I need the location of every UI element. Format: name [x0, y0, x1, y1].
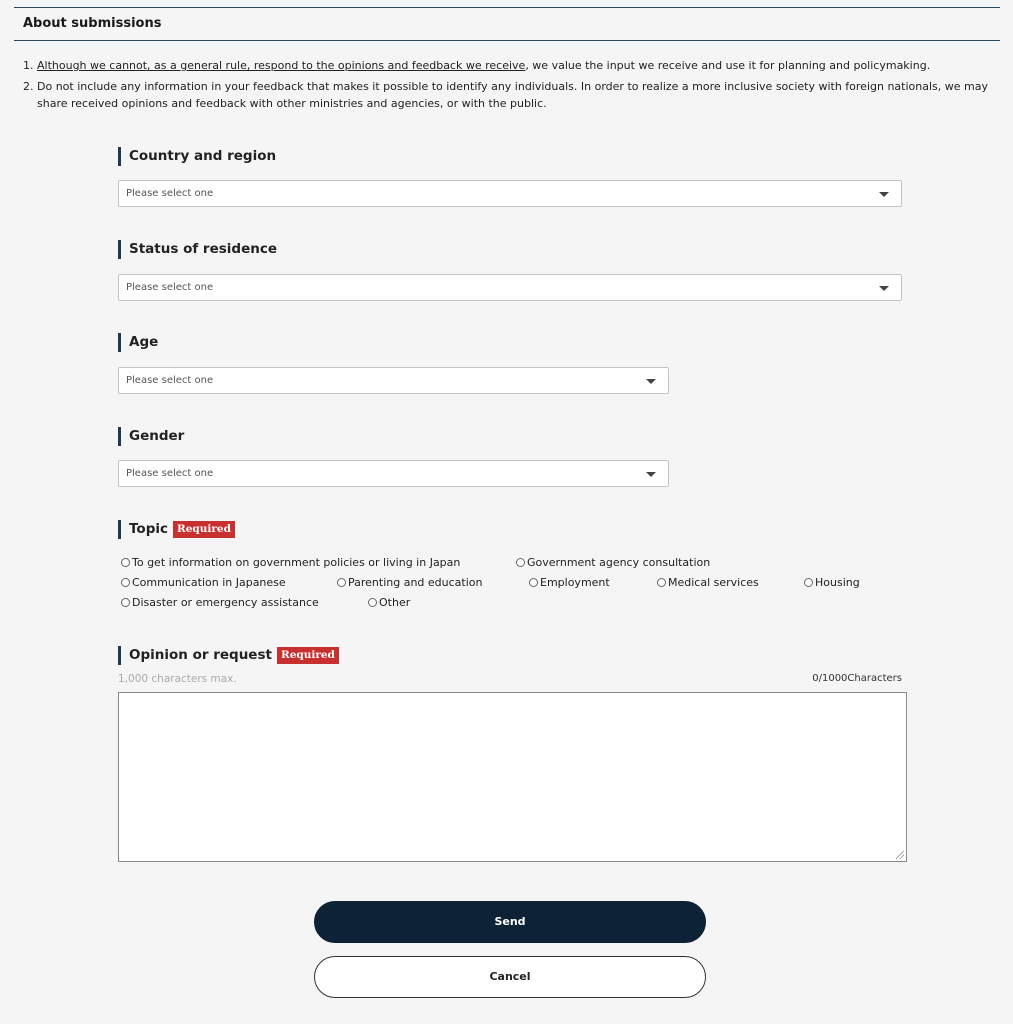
- chevron-down-icon: [879, 286, 889, 291]
- country-select[interactable]: [118, 180, 902, 207]
- gender-label: Gender: [118, 427, 184, 446]
- submission-notes: [23, 57, 991, 116]
- note-text: Do not include any information in your feedback that makes it possible to identify any individuals. In order to realize a more inclusive society with foreign nationals, we may share received opinions and feedback with other ministries and agencies, or with the public.: [37, 80, 988, 110]
- note-number: 2.: [23, 80, 34, 93]
- status-select[interactable]: [118, 274, 902, 301]
- radio-button[interactable]: [516, 558, 525, 567]
- status-select-value: Please select one: [126, 282, 214, 293]
- age-select[interactable]: [118, 367, 669, 394]
- radio-button[interactable]: [337, 578, 346, 587]
- age-select-value: Please select one: [126, 375, 214, 386]
- country-label: Country and region: [118, 147, 276, 166]
- topic-option[interactable]: Medical services: [657, 576, 759, 589]
- radio-button[interactable]: [368, 598, 377, 607]
- topic-label: [118, 520, 235, 539]
- topic-option[interactable]: Housing: [804, 576, 860, 589]
- topic-option[interactable]: To get information on government policies or living in Japan: [121, 556, 460, 569]
- chevron-down-icon: [879, 192, 889, 197]
- topic-option[interactable]: Government agency consultation: [516, 556, 710, 569]
- chevron-down-icon: [646, 379, 656, 384]
- note-number: 1.: [23, 59, 34, 72]
- about-submissions-header: [14, 7, 1000, 41]
- send-button[interactable]: Send: [314, 901, 706, 943]
- opinion-textarea[interactable]: [118, 692, 907, 862]
- radio-button[interactable]: [529, 578, 538, 587]
- radio-button[interactable]: [121, 558, 130, 567]
- opinion-label: [118, 646, 339, 665]
- note-underlined-text: Although we cannot, as a general rule, respond to the opinions and feedback we receive: [37, 59, 526, 72]
- required-badge: Required: [277, 647, 339, 664]
- note-text: , we value the input we receive and use it for planning and policymaking.: [525, 59, 931, 72]
- gender-select[interactable]: [118, 460, 669, 487]
- radio-button[interactable]: [121, 598, 130, 607]
- chevron-down-icon: [646, 472, 656, 477]
- required-badge: Required: [173, 521, 235, 538]
- radio-button[interactable]: [657, 578, 666, 587]
- note-item: [23, 57, 991, 74]
- radio-button[interactable]: [804, 578, 813, 587]
- topic-option[interactable]: Disaster or emergency assistance: [121, 596, 319, 609]
- radio-button[interactable]: [121, 578, 130, 587]
- topic-option[interactable]: Communication in Japanese: [121, 576, 286, 589]
- topic-option[interactable]: Parenting and education: [337, 576, 483, 589]
- gender-select-value: Please select one: [126, 468, 214, 479]
- topic-label-text: Topic: [129, 521, 168, 537]
- topic-option[interactable]: Employment: [529, 576, 610, 589]
- resize-grip-icon[interactable]: [896, 851, 904, 859]
- age-label: Age: [118, 333, 158, 352]
- status-label: Status of residence: [118, 240, 277, 259]
- opinion-label-text: Opinion or request: [129, 647, 272, 663]
- topic-radio-group: [0, 556, 1013, 616]
- character-limit-hint: 1,000 characters max.: [118, 673, 237, 685]
- cancel-button[interactable]: Cancel: [314, 956, 706, 998]
- country-select-value: Please select one: [126, 188, 214, 199]
- about-submissions-title: About submissions: [23, 16, 162, 31]
- character-counter: 0/1000Characters: [812, 673, 902, 684]
- topic-option[interactable]: Other: [368, 596, 410, 609]
- note-item: [23, 78, 991, 112]
